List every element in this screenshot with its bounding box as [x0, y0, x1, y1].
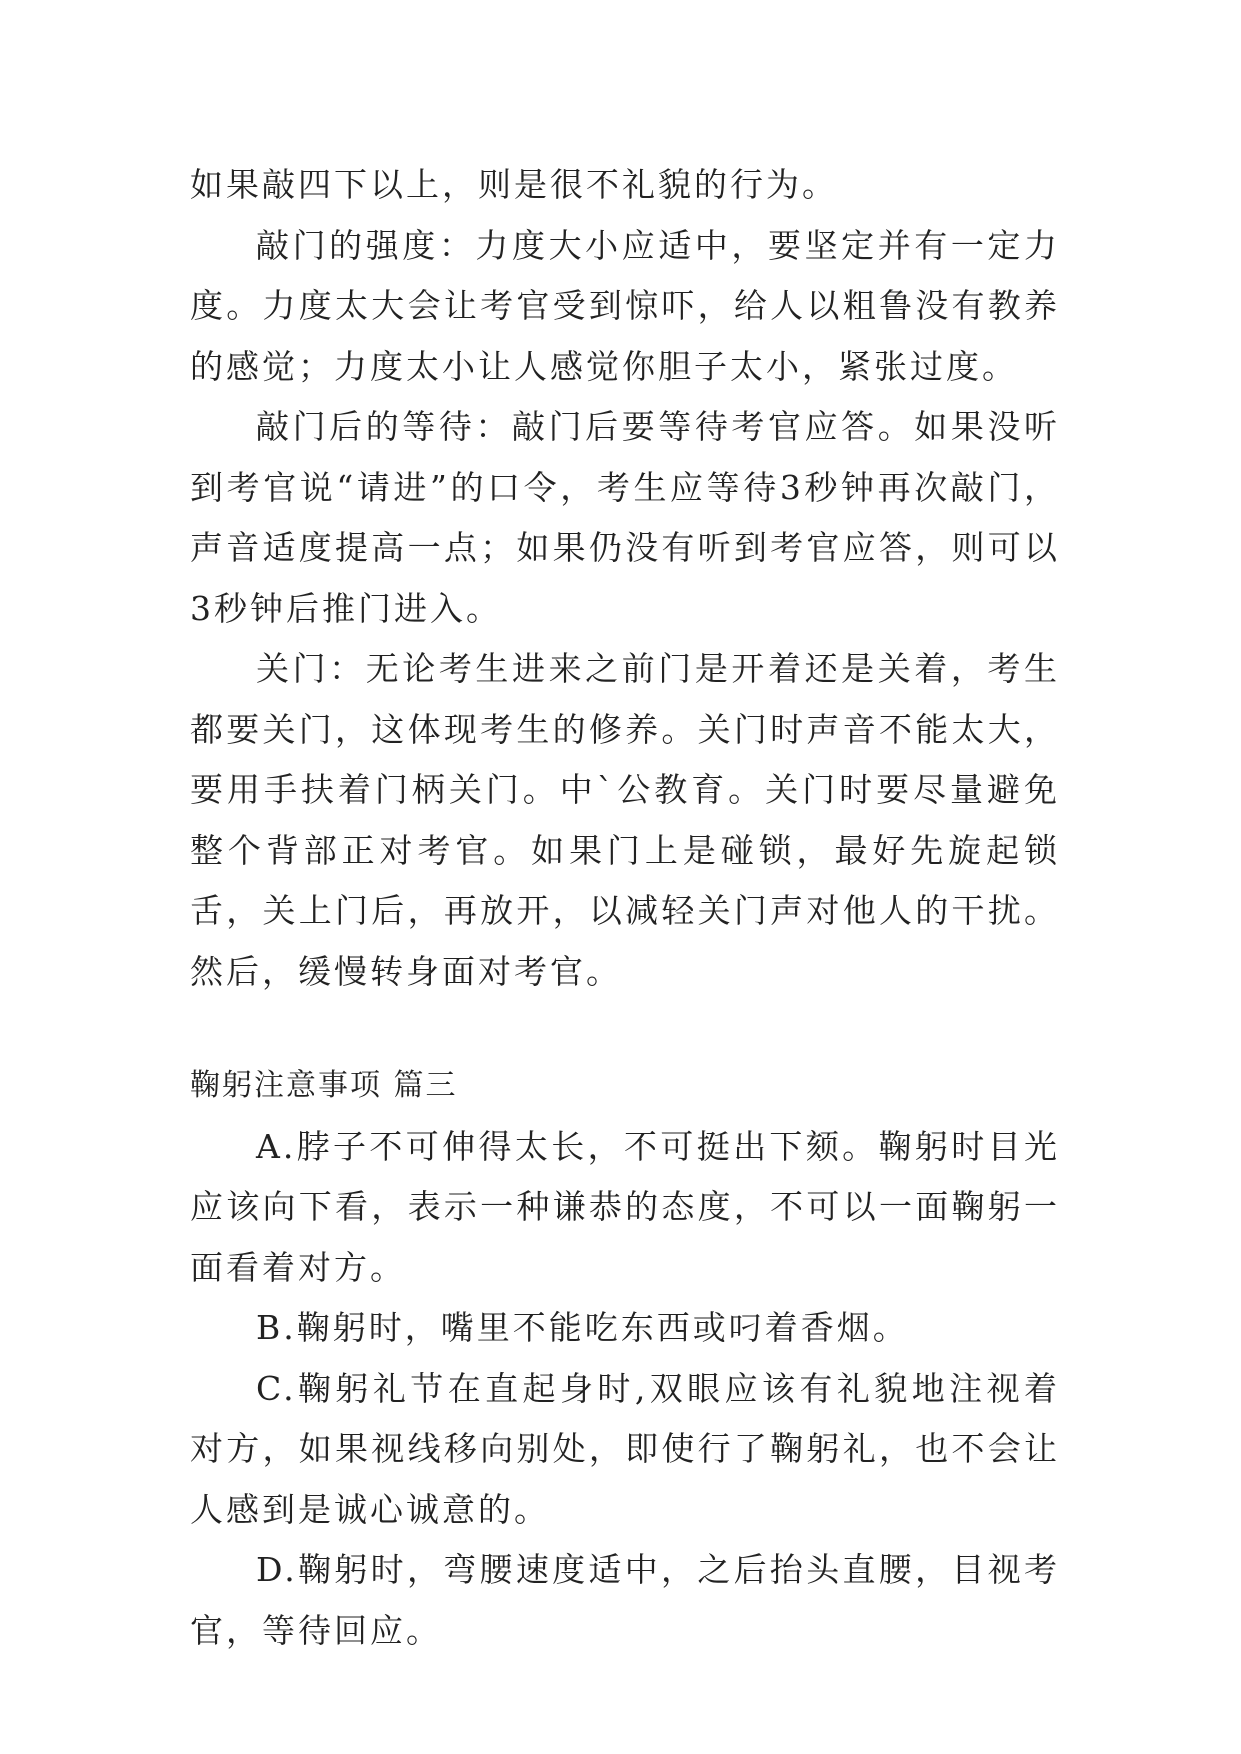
section-heading: 鞠躬注意事项 篇三: [190, 1068, 458, 1103]
paragraph-bow-a: A.脖子不可伸得太长，不可挺出下颏。鞠躬时目光应该向下看，表示一种谦恭的态度，不可以一面鞠躬一面看着对方。: [190, 1126, 1060, 1287]
paragraph-bow-d: D.鞠躬时，弯腰速度适中，之后抬头直腰，目视考官，等待回应。: [190, 1550, 1060, 1650]
paragraph-bow-b: B.鞠躬时，嘴里不能吃东西或叼着香烟。: [256, 1308, 909, 1347]
paragraph-knock-strength: 敲门的强度：力度大小应适中，要坚定并有一定力度。力度太大会让考官受到惊吓，给人以粗鲁没有教养的感觉；力度太小让人感觉你胆子太小，紧张过度。: [190, 225, 1060, 386]
paragraph-continuation: 如果敲四下以上，则是很不礼貌的行为。: [190, 165, 838, 204]
document-page: [190, 155, 1060, 1661]
paragraph-knock-waiting: 敲门后的等待：敲门后要等待考官应答。如果没听到考官说“请进”的口令，考生应等待3秒钟再次敲门，声音适度提高一点；如果仍没有听到考官应答，则可以3秒钟后推门进入。: [190, 407, 1060, 628]
paragraph-bow-c: C.鞠躬礼节在直起身时,双眼应该有礼貌地注视着对方，如果视线移向别处，即使行了鞠躬礼，也不会让人感到是诚心诚意的。: [190, 1368, 1060, 1529]
paragraph-close-door: 关门：无论考生进来之前门是开着还是关着，考生都要关门，这体现考生的修养。关门时声音不能太大，要用手扶着门柄关门。中`公教育。关门时要尽量避免整个背部正对考官。如果门上是碰锁，最好先旋起锁舌，关上门后，再放开，以减轻关门声对他人的干扰。然后，缓慢转身面对考官。: [190, 649, 1060, 991]
